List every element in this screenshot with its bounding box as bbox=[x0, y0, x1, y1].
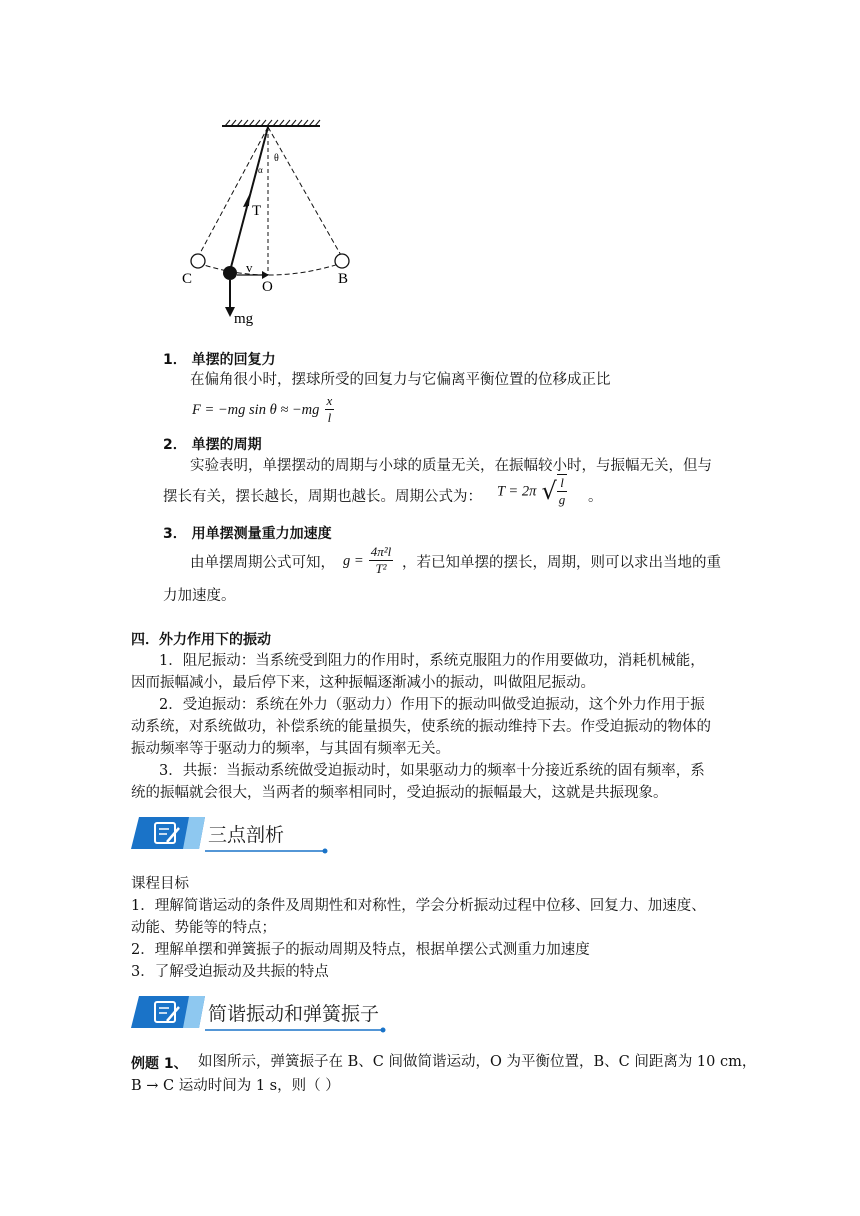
forced-line2: 动系统，对系统做功，补偿系统的能量损失，使系统的振动维持下去。作受迫振动的物体的 bbox=[131, 719, 711, 735]
example-label: 例题 1、 bbox=[131, 1056, 188, 1072]
point-c-label: C bbox=[182, 271, 193, 287]
damped-line2: 因而振幅减小，最后停下来，这种振幅逐渐减小的振动，叫做阻尼振动。 bbox=[131, 675, 595, 691]
measure-g-line2: 力加速度。 bbox=[163, 588, 236, 604]
banner-topic-title: 简谐振动和弹簧振子 bbox=[208, 1003, 380, 1025]
period-formula-prefix: T = 2π bbox=[497, 483, 537, 500]
forced-line3: 振动频率等于驱动力的频率，与其固有频率无关。 bbox=[131, 741, 450, 757]
heading-external-force: 四．外力作用下的振动 bbox=[131, 632, 271, 648]
measure-g-post: ，若已知单摆的摆长，周期，则可以求出当地的重 bbox=[402, 555, 721, 571]
period-tail: 。 bbox=[588, 489, 603, 505]
g-formula bbox=[343, 544, 393, 577]
period-formula-num: l bbox=[557, 475, 568, 492]
example-line1: 如图所示，弹簧振子在 B、C 间做简谐运动，O 为平衡位置，B、C 间距离为 10 cm， bbox=[198, 1054, 757, 1070]
restoring-force-text: 在偏角很小时，摆球所受的回复力与它偏离平衡位置的位移成正比 bbox=[190, 372, 611, 388]
alpha-label: α bbox=[258, 165, 263, 175]
pendulum-figure bbox=[170, 115, 370, 330]
period-formula: T = 2π √ $\frac{l}{g}$ bbox=[497, 475, 566, 507]
g-formula-den: T² bbox=[375, 561, 387, 576]
restoring-force-formula bbox=[192, 393, 334, 426]
period-formula-den: g bbox=[558, 492, 566, 507]
tension-label: T bbox=[252, 203, 262, 219]
point-o-label: O bbox=[262, 279, 273, 295]
resonance-line1: 3．共振：当振动系统做受迫振动时，如果驱动力的频率十分接近系统的固有频率，系 bbox=[159, 763, 705, 779]
heading-restoring-force: 1． 单摆的回复力 bbox=[163, 352, 276, 368]
example-line2: B → C 运动时间为 1 s，则（ ） bbox=[131, 1078, 340, 1094]
heading-period: 2． 单摆的周期 bbox=[163, 437, 262, 453]
banner-analysis bbox=[131, 815, 331, 855]
damped-line1: 1．阻尼振动：当系统受到阻力的作用时，系统克服阻力的作用要做功，消耗机械能， bbox=[159, 653, 705, 669]
g-formula-num: 4π²l bbox=[370, 544, 392, 559]
theta-label: θ bbox=[274, 153, 279, 164]
weight-label: mg bbox=[234, 311, 254, 327]
banner-topic bbox=[131, 994, 391, 1034]
period-text-line2: 摆长有关，摆长越长，周期也越长。周期公式为： bbox=[163, 489, 482, 505]
goal-2: 2．理解单摆和弹簧振子的振动周期及特点，根据单摆公式测重力加速度 bbox=[131, 942, 590, 958]
velocity-label: v bbox=[246, 260, 253, 275]
banner-analysis-title: 三点剖析 bbox=[208, 824, 285, 846]
goal-3: 3．了解受迫振动及共振的特点 bbox=[131, 964, 329, 980]
g-formula-left: g = bbox=[343, 553, 364, 569]
measure-g-pre: 由单摆周期公式可知， bbox=[190, 555, 335, 571]
point-b-label: B bbox=[338, 271, 349, 287]
period-text-line1: 实验表明，单摆摆动的周期与小球的质量无关，在振幅较小时，与振幅无关，但与 bbox=[190, 458, 712, 474]
forced-line1: 2．受迫振动：系统在外力（驱动力）作用下的振动叫做受迫振动，这个外力作用于振 bbox=[159, 697, 705, 713]
goals-heading: 课程目标 bbox=[131, 876, 189, 892]
goal-1-line1: 1．理解简谐运动的条件及周期性和对称性，学会分析振动过程中位移、回复力、加速度、 bbox=[131, 898, 706, 914]
resonance-line2: 统的振幅就会很大，当两者的频率相同时，受迫振动的振幅最大，这就是共振现象。 bbox=[131, 785, 668, 801]
heading-measure-g: 3． 用单摆测量重力加速度 bbox=[163, 526, 332, 542]
formula-den: l bbox=[327, 410, 332, 425]
goal-1-line2: 动能、势能等的特点； bbox=[131, 920, 276, 936]
formula-num: x bbox=[326, 393, 333, 408]
formula-left: F = −mg sin θ ≈ −mg bbox=[192, 402, 320, 418]
